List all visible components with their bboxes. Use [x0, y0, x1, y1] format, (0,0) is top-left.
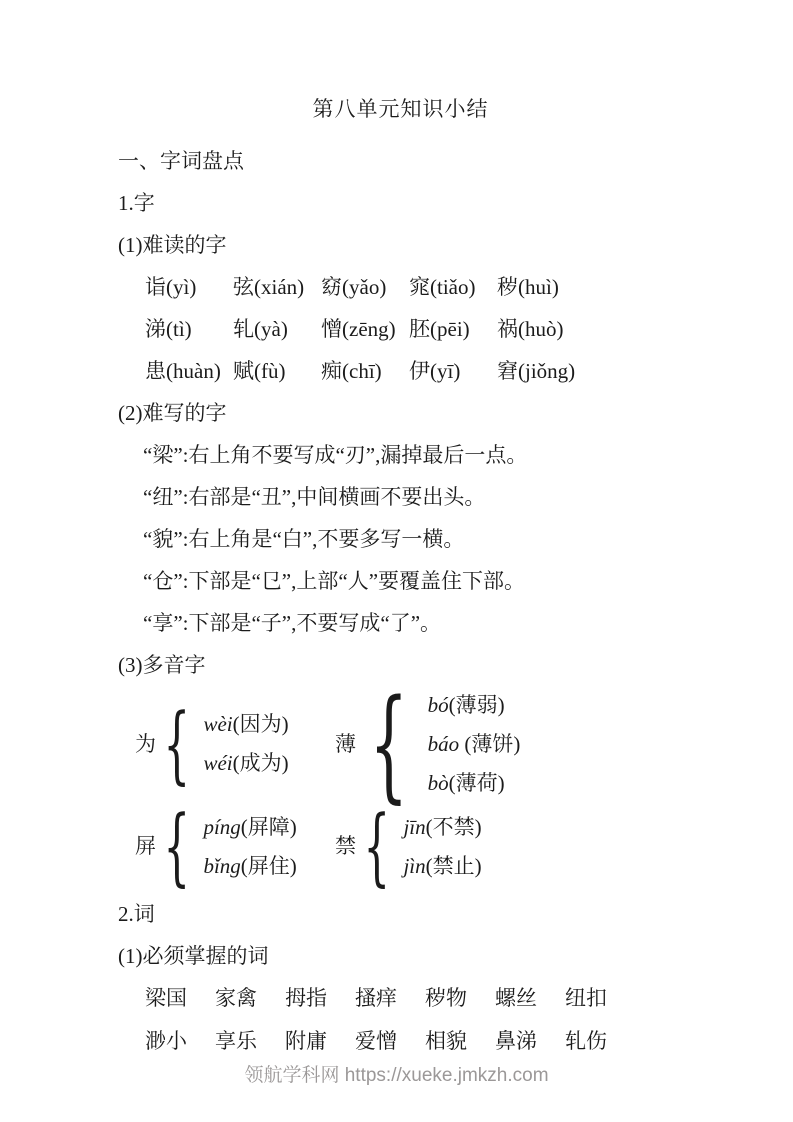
- example-word: (不禁): [425, 814, 482, 839]
- char-entry: 涕(tì): [145, 317, 192, 341]
- word-entry: 秽物: [425, 985, 467, 1010]
- example-word: (屏障): [240, 814, 297, 839]
- polyphone-char: 为: [135, 731, 156, 756]
- reading-entry: [403, 808, 481, 847]
- char-entry: 诣(yì): [145, 275, 197, 299]
- pinyin: wéi: [203, 751, 233, 776]
- word-entry: 纽扣: [565, 985, 607, 1010]
- readings-list: [428, 686, 521, 803]
- pinyin: báo: [427, 732, 460, 756]
- reading-entry: [203, 705, 288, 744]
- brace-glyph: {: [163, 694, 191, 793]
- polyphone-section: [135, 672, 683, 895]
- reading-entry: [428, 725, 521, 764]
- char-entry: 伊(yī): [409, 359, 461, 383]
- hard-write-heading: (2)难写的字: [118, 401, 227, 425]
- must-master-heading: (1)必须掌握的词: [118, 943, 269, 968]
- subsection-heading-characters: 1.字: [118, 191, 155, 215]
- char-entry: 轧(yà): [233, 317, 288, 341]
- readings-list: [203, 705, 288, 783]
- polyphone-group-bo: [335, 672, 521, 815]
- polyphone-char: 屏: [135, 834, 156, 859]
- char-entry: 憎(zēng): [321, 317, 396, 341]
- reading-entry: [203, 744, 288, 783]
- word-row: [145, 977, 683, 1020]
- word-entry: 梁国: [145, 985, 187, 1010]
- char-entry: 患(huàn): [145, 359, 221, 383]
- word-entry: 螺丝: [495, 985, 537, 1010]
- example-word: (薄饼): [459, 732, 521, 756]
- readings-list: [403, 808, 481, 886]
- writing-tip: “享”:下部是“子”,不要写成“了”。: [143, 611, 442, 635]
- word-entry: 享乐: [215, 1028, 257, 1053]
- word-entry: 爱憎: [355, 1028, 397, 1053]
- example-word: (成为): [232, 751, 289, 776]
- reading-entry: [203, 847, 296, 886]
- word-entry: 搔痒: [355, 985, 397, 1010]
- pinyin: bǐng: [203, 853, 241, 878]
- char-entry: 窘(jiǒng): [497, 359, 576, 383]
- word-entry: 家禽: [215, 985, 257, 1010]
- example-word: (薄弱): [448, 693, 505, 717]
- pinyin: bò: [427, 771, 449, 795]
- brace-glyph: {: [163, 797, 191, 895]
- char-entry: 痴(chī): [321, 359, 382, 383]
- pinyin: píng: [203, 814, 241, 839]
- hard-read-heading: (1)难读的字: [118, 233, 227, 257]
- page-title: 第八单元知识小结: [312, 97, 489, 121]
- example-word: (薄荷): [448, 771, 505, 795]
- reading-entry: [428, 686, 521, 725]
- char-entry: 窕(tiǎo): [409, 275, 476, 299]
- char-entry: 弦(xián): [233, 275, 305, 299]
- example-word: (屏住): [240, 853, 297, 878]
- hard-read-row: [145, 308, 683, 350]
- brace-glyph: {: [369, 672, 409, 815]
- reading-entry: [403, 847, 481, 886]
- word-row: [145, 1020, 683, 1063]
- hard-read-row: [145, 350, 683, 392]
- polyphone-heading: (3)多音字: [118, 653, 206, 677]
- word-entry: 相貌: [425, 1028, 467, 1053]
- polyphone-row: [135, 797, 683, 895]
- example-word: (禁止): [425, 853, 482, 878]
- example-word: (因为): [232, 712, 289, 737]
- pinyin: wèi: [203, 712, 233, 737]
- brace-glyph: {: [363, 797, 391, 895]
- writing-tip: “貌”:右上角是“白”,不要多写一横。: [143, 527, 465, 551]
- char-entry: 祸(huò): [497, 317, 564, 341]
- readings-list: [203, 808, 296, 886]
- watermark-text: 领航学科网 https://xueke.jmkzh.com: [244, 1065, 549, 1086]
- reading-entry: [428, 764, 521, 803]
- word-entry: 轧伤: [565, 1028, 607, 1053]
- pinyin: jìn: [403, 853, 426, 878]
- writing-tip: “仓”:下部是“㔾”,上部“人”要覆盖住下部。: [143, 569, 526, 593]
- word-entry: 拇指: [285, 985, 327, 1010]
- subsection-heading-words: 2.词: [118, 901, 155, 926]
- polyphone-char: 禁: [335, 834, 356, 859]
- hard-read-row: [145, 266, 683, 308]
- writing-tip: “纽”:右部是“丑”,中间横画不要出头。: [143, 485, 486, 509]
- reading-entry: [203, 808, 296, 847]
- word-entry: 鼻涕: [495, 1028, 537, 1053]
- section-heading-inventory: 一、字词盘点: [118, 149, 244, 173]
- writing-tip: “梁”:右上角不要写成“刃”,漏掉最后一点。: [143, 443, 528, 467]
- pinyin: bó: [427, 693, 449, 717]
- char-entry: 胚(pēi): [409, 317, 470, 341]
- word-entry: 渺小: [145, 1028, 187, 1053]
- polyphone-char: 薄: [335, 732, 356, 756]
- polyphone-group-ping: [135, 797, 335, 895]
- pinyin: jīn: [403, 814, 426, 839]
- word-entry: 附庸: [285, 1028, 327, 1053]
- polyphone-group-wei: [135, 694, 335, 793]
- polyphone-row: [135, 672, 683, 815]
- polyphone-group-jin: [335, 797, 482, 895]
- char-entry: 秽(huì): [497, 275, 559, 299]
- char-entry: 赋(fù): [233, 359, 286, 383]
- char-entry: 窈(yǎo): [321, 275, 387, 299]
